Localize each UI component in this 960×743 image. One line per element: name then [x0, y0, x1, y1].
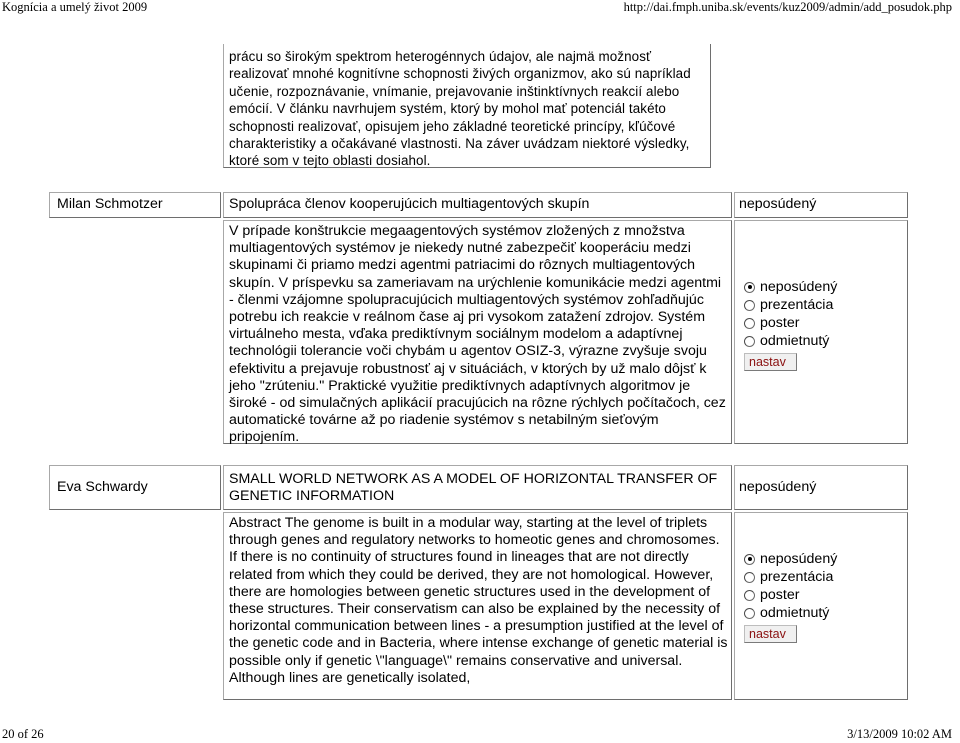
abstract-cell — [223, 512, 732, 700]
radio-label: neposúdený — [760, 279, 838, 295]
status-text: neposúdený — [739, 479, 817, 495]
title-cell — [223, 192, 732, 218]
review-radio-group — [744, 550, 837, 643]
author-cell — [49, 192, 221, 218]
review-cell — [734, 512, 908, 700]
radio-label: prezentácia — [760, 569, 834, 585]
paper-title: SMALL WORLD NETWORK AS A MODEL OF HORIZONTAL TRANSFER OF GENETIC INFORMATION — [229, 471, 718, 505]
radio-option-poster[interactable] — [744, 314, 837, 332]
print-timestamp: 3/13/2009 10:02 AM — [847, 727, 952, 741]
radio-label: poster — [760, 587, 800, 603]
radio-button[interactable] — [744, 590, 755, 601]
set-button[interactable]: nastav — [744, 625, 797, 643]
abstract-cell — [223, 220, 732, 444]
set-button[interactable]: nastav — [744, 353, 797, 371]
radio-label: neposúdený — [760, 551, 838, 567]
radio-option-odmietnuty[interactable] — [744, 332, 837, 350]
radio-label: poster — [760, 315, 800, 331]
status-cell — [734, 192, 908, 218]
paper-title: Spolupráca členov kooperujúcich multiagentových skupín — [229, 196, 590, 212]
radio-button[interactable] — [744, 318, 755, 329]
header-url: http://dai.fmph.uniba.sk/events/kuz2009/admin/add_posudok.php — [623, 0, 952, 14]
radio-option-neposudeny[interactable] — [744, 550, 837, 568]
author-name: Eva Schwardy — [57, 479, 148, 495]
title-cell — [223, 465, 732, 510]
review-radio-group — [744, 278, 837, 371]
author-cell — [49, 465, 221, 510]
radio-button[interactable] — [744, 282, 755, 293]
radio-button[interactable] — [744, 572, 755, 583]
radio-label: odmietnutý — [760, 605, 830, 621]
abstract-text: V prípade konštrukcie megaagentových systémov zložených z množstva multiagentových systémov je niekedy nutné zabezpečiť kooperáciu medzi skupinami či priamo medzi agentmi patriacimi do rôznych multiagentových skupín. V príspevku sa zameriavam na urýchlenie komunikácie medzi agentmi - členmi vzájomne spolupracujúcich multiagentových systémov zohľadňujúc potrebu ich reakcie v reálnom čase aj pri vysokom zatažení zdrojov. Systém virtuálneho mesta, vďaka prediktívnym sociálnym modelom a adaptívnej technológii tolerancie voči chybám u agentov OSIZ-3, výrazne zvyšuje svoju efektivitu a prejavuje robustnosť aj v situáciách, v ktorých by už malo dôjsť k jeho "zrúteniu." Praktické využitie prediktívnych adaptívnych algoritmov je široké - od simulačných aplikácií pracujúcich na rôzne rýchlych počítačoch, cez automatické továrne až po riadenie systémov s netabilným sieťovým pripojením. — [229, 223, 726, 446]
radio-option-prezentacia[interactable] — [744, 296, 837, 314]
prev-abstract-cell — [223, 44, 711, 168]
review-cell — [734, 220, 908, 444]
prev-abstract-text: prácu so širokým spektrom heterogénnych údajov, ale najmä možnosť realizovať mnohé kognitívne schopnosti živých organizmov, ako sú napríklad učenie, rozpoznávanie, vnímanie, prejavovanie inštinktívnych reakcií alebo emócií. V článku navrhujem systém, ktorý by mohol mať potenciál takéto schopnosti realizovať, opisujem jeho základné teoretické princípy, kľúčové charakteristiky a očakávané vlastnosti. Na záver uvádzam niektoré výsledky, ktoré som v tejto oblasti dosiahol. — [229, 49, 691, 169]
author-name: Milan Schmotzer — [57, 196, 163, 212]
radio-option-neposudeny[interactable] — [744, 278, 837, 296]
radio-option-poster[interactable] — [744, 586, 837, 604]
radio-button[interactable] — [744, 336, 755, 347]
status-text: neposúdený — [739, 196, 817, 212]
print-footer — [0, 727, 960, 743]
radio-label: prezentácia — [760, 297, 834, 313]
radio-option-odmietnuty[interactable] — [744, 604, 837, 622]
radio-label: odmietnutý — [760, 333, 830, 349]
page-counter: 20 of 26 — [2, 727, 44, 741]
radio-option-prezentacia[interactable] — [744, 568, 837, 586]
radio-button[interactable] — [744, 554, 755, 565]
abstract-text: Abstract The genome is built in a modular way, starting at the level of triplets through genes and regulatory networks to homeotic genes and chromosomes. If there is no continuity of structures found in lineages that are not directly related from which they could be derived, they are not homological. However, there are homologies between genetic structures used in the development of these structures. Their conservatism can also be explained by the necessity of horizontal communication between lines - a presumption justified at the level of the genetic code and in Bacteria, where intense exchange of genetic material is possible only if genetic \"language\" remains conservative and universal. Although lines are genetically isolated, — [229, 515, 728, 686]
radio-button[interactable] — [744, 300, 755, 311]
radio-button[interactable] — [744, 608, 755, 619]
header-title: Kognícia a umelý život 2009 — [2, 0, 148, 14]
status-cell — [734, 465, 908, 510]
print-header — [0, 0, 960, 16]
